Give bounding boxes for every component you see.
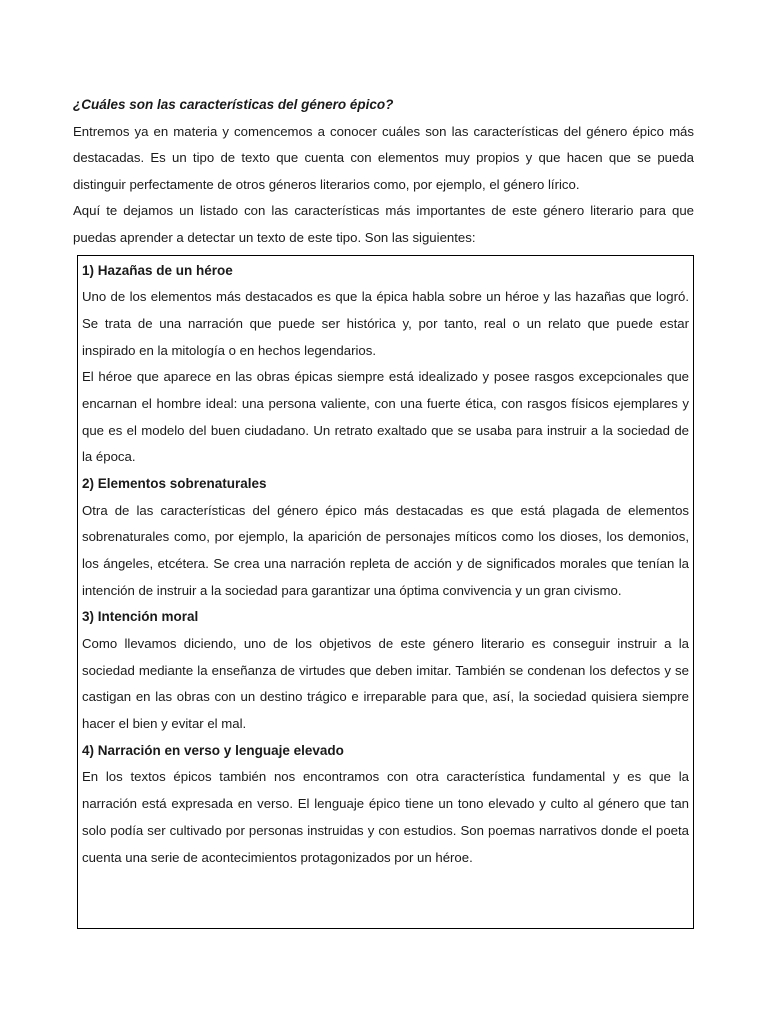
section-heading: 1) Hazañas de un héroe <box>82 262 233 278</box>
intro-paragraph: Entremos ya en materia y comencemos a conocer cuáles son las características del género épico más destacadas. Es un tipo de texto que cuenta con elementos muy propios y que hacen que se pueda distinguir perfectamente de otros géneros literarios como, por ejemplo, el género lírico. <box>73 123 694 192</box>
section-paragraph: Otra de las características del género épico más destacadas es que está plagada de elementos sobrenaturales como, por ejemplo, la aparición de personajes míticos como los dioses, los demonios, los ángeles, etcétera. Se crea una narración repleta de acción y de significados morales que tenían la intención de instruir a la sociedad para garantizar una óptima convivencia y un gran civismo. <box>82 502 689 598</box>
intro-paragraph: Aquí te dejamos un listado con las características más importantes de este género literario para que puedas aprender a detectar un texto de este tipo. Son las siguientes: <box>73 203 694 245</box>
section-paragraph: Uno de los elementos más destacados es que la épica habla sobre un héroe y las hazañas que logró. Se trata de una narración que puede ser histórica y, por tanto, real o un relato que puede estar inspirado en la mitología o en hechos legendarios. <box>82 289 689 358</box>
section-paragraph: En los textos épicos también nos encontramos con otra característica fundamental y es que la narración está expresada en verso. El lenguaje épico tiene un tono elevado y culto al género que tan solo podía ser cultivado por personas instruidas y con estudios. Son poemas narrativos donde el poeta cuenta una serie de acontecimientos protagonizados por un héroe. <box>82 769 689 865</box>
document-page <box>73 92 694 929</box>
section-paragraph: El héroe que aparece en las obras épicas siempre está idealizado y posee rasgos excepcionales que encarnan el hombre ideal: una persona valiente, con una fuerte ética, con rasgos físicos ejemplares y que es el modelo del buen ciudadano. Un retrato exaltado que se usaba para instruir a la sociedad de la época. <box>82 369 689 465</box>
characteristics-box <box>77 255 694 929</box>
document-title: ¿Cuáles son las características del género épico? <box>73 97 394 112</box>
section-heading: 2) Elementos sobrenaturales <box>82 476 267 492</box>
section-paragraph: Como llevamos diciendo, uno de los objetivos de este género literario es conseguir instruir a la sociedad mediante la enseñanza de virtudes que deben imitar. También se condenan los defectos y se castigan en las obras con un destino trágico e irreparable para que, así, la sociedad quisiera siempre hacer el bien y evitar el mal. <box>82 636 689 732</box>
section-heading: 4) Narración en verso y lenguaje elevado <box>82 742 344 758</box>
section-heading: 3) Intención moral <box>82 609 199 625</box>
